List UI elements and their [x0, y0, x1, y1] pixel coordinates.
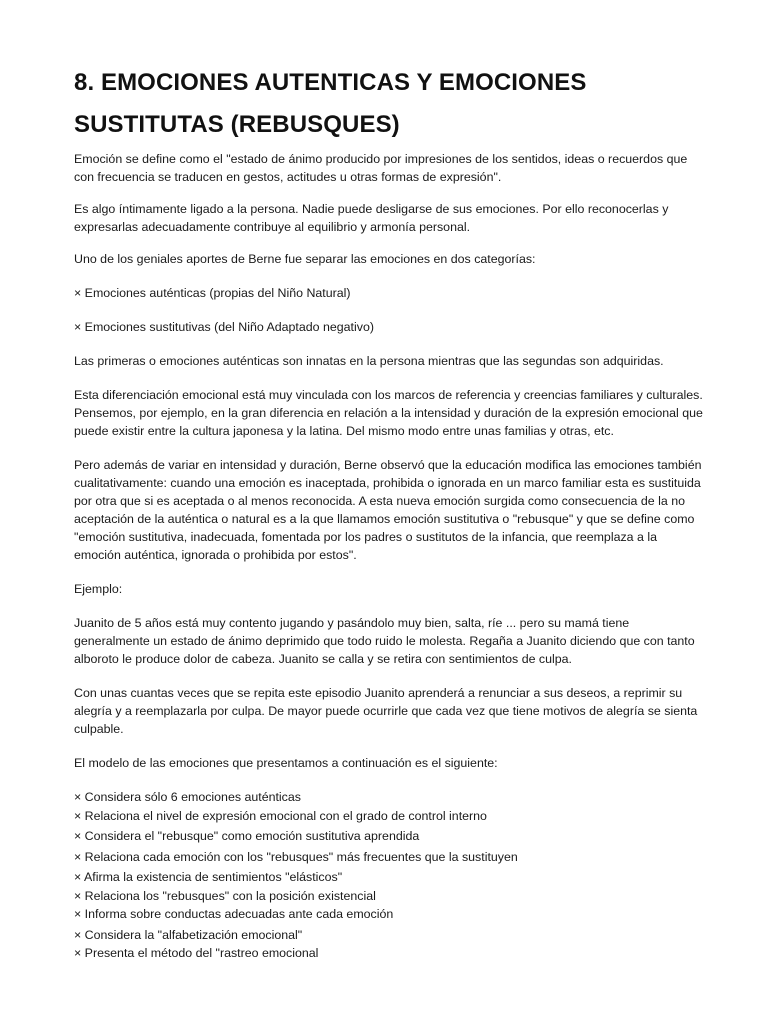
paragraph-education: Pero además de variar en intensidad y duración, Berne observó que la educación modifica las emociones también cualitativamente: cuando una emoción es inaceptada, prohibida o ignorada en un marco familiar esta es sustituida por otra que si es aceptada o al menos reconocida. A esta nueva emoción surgida como consecuencia de la no aceptación de la auténtica o natural es a la que llamamos emoción sustitutiva o "rebusque" y que se define como "emoción sustitutiva, inadecuada, fomentada por los padres o sustitutos de la infancia, que reemplaza a la emoción auténtica, ignorada o prohibida por estos".: [74, 458, 702, 562]
list-item: × Presenta el método del "rastreo emocional: [74, 946, 319, 960]
list-item: × Considera el "rebusque" como emoción sustitutiva aprendida: [74, 829, 420, 843]
list-item: × Informa sobre conductas adecuadas ante cada emoción: [74, 907, 394, 921]
list-item: × Considera la "alfabetización emocional": [74, 927, 303, 942]
category-substitute: × Emociones sustitutivas (del Niño Adaptado negativo): [74, 320, 374, 334]
paragraph-example-juanito: Juanito de 5 años está muy contento jugando y pasándolo muy bien, salta, ríe ... pero su mamá tiene generalmente un estado de ánimo deprimido que todo ruido le molesta. Regaña a Juanito diciendo que con tanto alboroto le produce dolor de cabeza. Juanito se calla y se retira con sentimientos de culpa.: [74, 616, 695, 666]
list-item: × Relaciona el nivel de expresión emocional con el grado de control interno: [74, 808, 487, 823]
paragraph-example-label: Ejemplo:: [74, 582, 123, 596]
paragraph-personal: Es algo íntimamente ligado a la persona. Nadie puede desligarse de sus emociones. Por ello reconocerlas y expresarlas adecuadamente contribuye al equilibrio y armonía personal.: [74, 202, 669, 234]
paragraph-consequence: Con unas cuantas veces que se repita este episodio Juanito aprenderá a renunciar a sus deseos, a reprimir su alegría y a reemplazarla por culpa. De mayor puede ocurrirle que cada vez que tiene motivos de alegría se sienta culpable.: [74, 686, 698, 736]
section-title: 8. EMOCIONES AUTENTICAS Y EMOCIONES SUSTITUTAS (REBUSQUES): [74, 69, 587, 138]
paragraph-model-intro: El modelo de las emociones que presentamos a continuación es el siguiente:: [74, 756, 498, 770]
list-item: × Afirma la existencia de sentimientos "elásticos": [74, 870, 343, 884]
model-bullet-list: [74, 788, 704, 963]
paragraph-definition: Emoción se define como el "estado de ánimo producido por impresiones de los sentidos, ideas o recuerdos que con frecuencia se traducen en gestos, actitudes u otras formas de expresión".: [74, 152, 688, 184]
list-item: × Relaciona los "rebusques" con la posición existencial: [74, 888, 376, 903]
paragraph-berne-categories: Uno de los geniales aportes de Berne fue separar las emociones en dos categorías:: [74, 252, 536, 266]
list-item: × Considera sólo 6 emociones auténticas: [74, 790, 301, 804]
paragraph-cultural: Esta diferenciación emocional está muy vinculada con los marcos de referencia y creencias familiares y culturales. Pensemos, por ejemplo, en la gran diferencia en relación a la intensidad y duración de la expresión emocional que puede existir entre la cultura japonesa y la latina. Del mismo modo entre unas familias y otras, etc.: [74, 388, 703, 438]
category-authentic: × Emociones auténticas (propias del Niño Natural): [74, 286, 351, 300]
document-page: [74, 62, 704, 963]
list-item: × Relaciona cada emoción con los "rebusques" más frecuentes que la sustituyen: [74, 849, 518, 864]
paragraph-innate: Las primeras o emociones auténticas son innatas en la persona mientras que las segundas son adquiridas.: [74, 354, 664, 368]
